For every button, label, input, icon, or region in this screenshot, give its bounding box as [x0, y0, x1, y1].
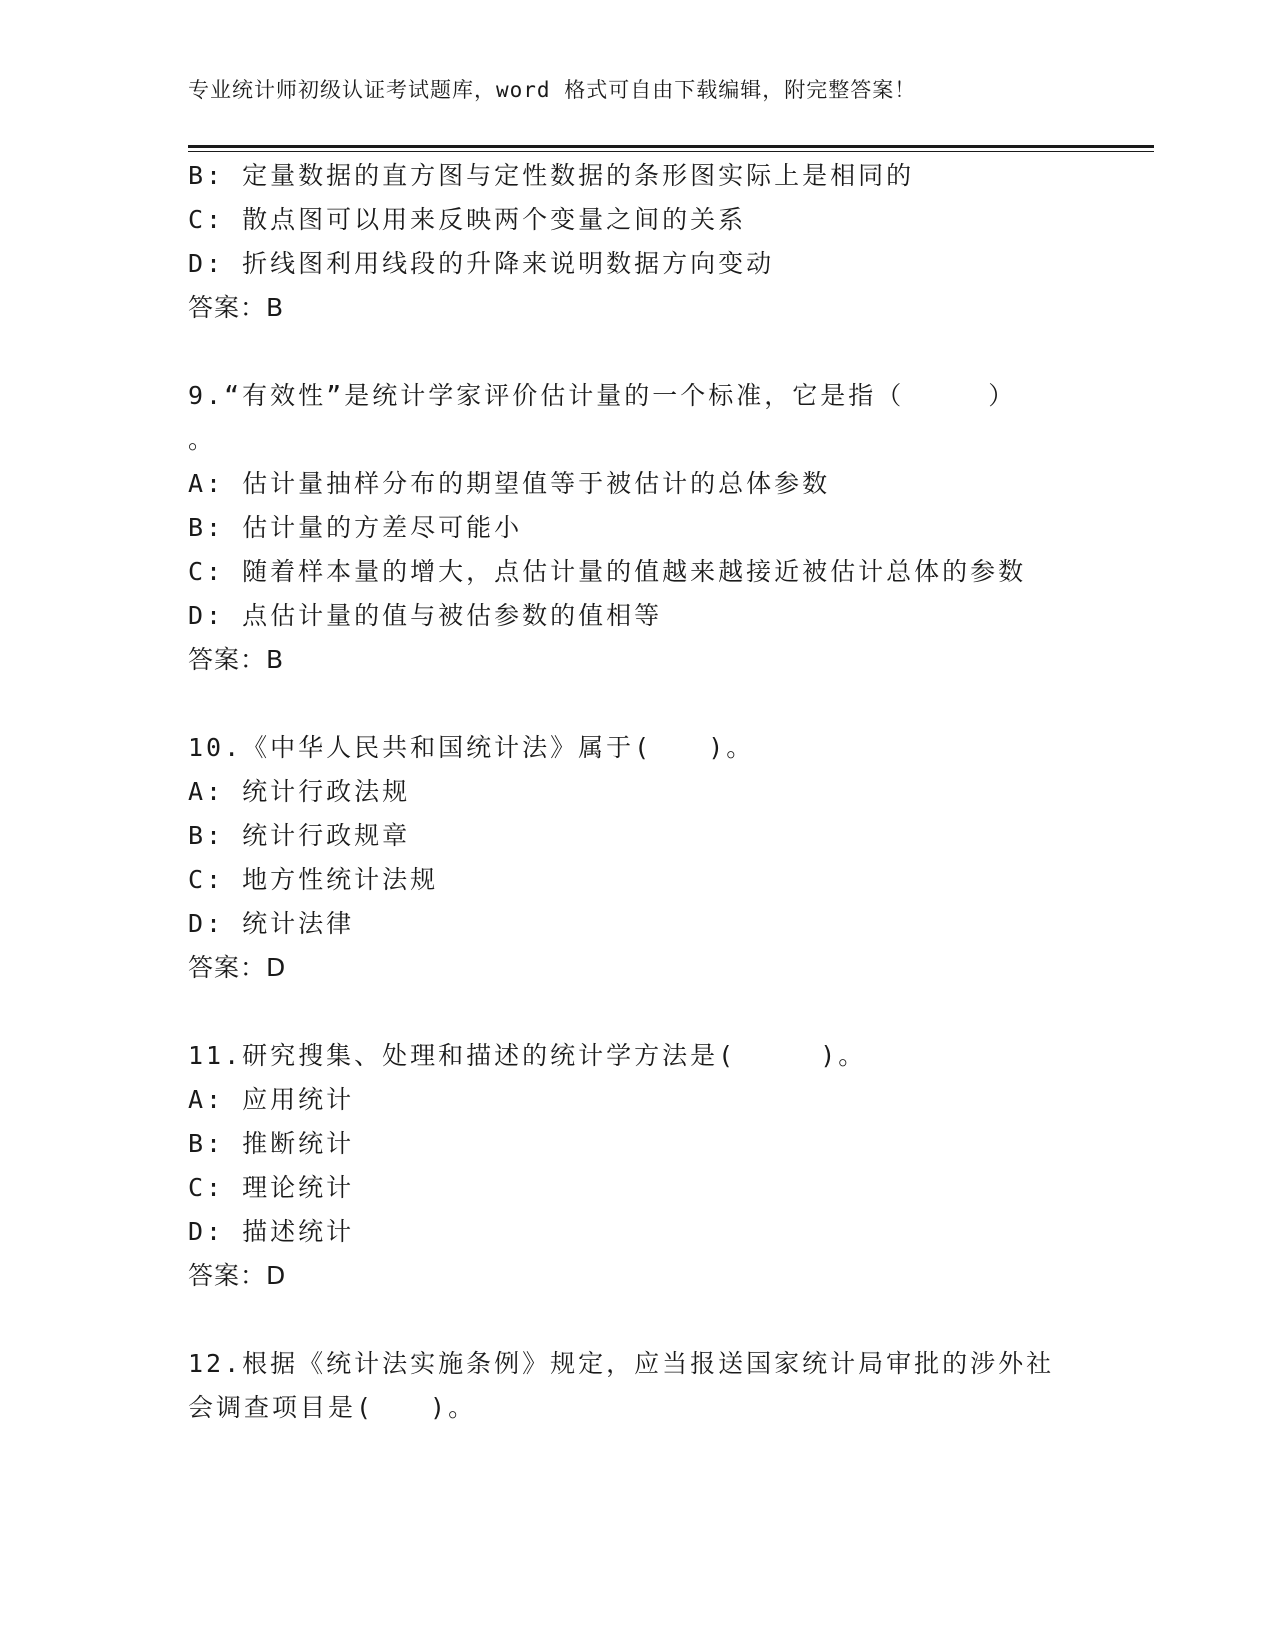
q8-option-d: D: 折线图利用线段的升降来说明数据方向变动: [188, 249, 775, 278]
q8-option-c: C: 散点图可以用来反映两个变量之间的关系: [188, 205, 747, 234]
q9-option-d: D: 点估计量的值与被估参数的值相等: [188, 601, 663, 630]
q9-option-a: A: 估计量抽样分布的期望值等于被估计的总体参数: [188, 469, 831, 498]
q10-option-b: B: 统计行政规章: [188, 821, 411, 850]
q10-option-a: A: 统计行政法规: [188, 777, 411, 806]
q10-option-c: C: 地方性统计法规: [188, 865, 439, 894]
q11-option-d: D: 描述统计: [188, 1217, 355, 1246]
q11-option-c: C: 理论统计: [188, 1173, 355, 1202]
q11-stem: 11.研究搜集、处理和描述的统计学方法是( )。: [188, 1041, 867, 1070]
q9-stem-line2: 。: [188, 425, 217, 454]
q8-answer: 答案：B: [188, 293, 285, 322]
q8-option-b: B: 定量数据的直方图与定性数据的条形图实际上是相同的: [188, 161, 915, 190]
q10-answer: 答案：D: [188, 953, 287, 982]
q11-answer: 答案：D: [188, 1261, 287, 1290]
page-header: 专业统计师初级认证考试题库，word 格式可自由下载编辑，附完整答案！: [188, 78, 917, 102]
q12-stem-line1: 12.根据《统计法实施条例》规定，应当报送国家统计局审批的涉外社: [188, 1349, 1055, 1378]
q9-option-c: C: 随着样本量的增大，点估计量的值越来越接近被估计总体的参数: [188, 557, 1027, 586]
q11-option-b: B: 推断统计: [188, 1129, 355, 1158]
header-rule-thin: [188, 151, 1154, 152]
header-rule-thick: [188, 145, 1154, 148]
q10-stem: 10.《中华人民共和国统计法》属于( )。: [188, 733, 755, 762]
q11-option-a: A: 应用统计: [188, 1085, 355, 1114]
q10-option-d: D: 统计法律: [188, 909, 355, 938]
q9-option-b: B: 估计量的方差尽可能小: [188, 513, 523, 542]
q12-stem-line2: 会调查项目是( )。: [188, 1393, 477, 1422]
q9-stem-line1: 9.“有效性”是统计学家评价估计量的一个标准，它是指（ ）: [188, 381, 1017, 410]
q9-answer: 答案：B: [188, 645, 285, 674]
